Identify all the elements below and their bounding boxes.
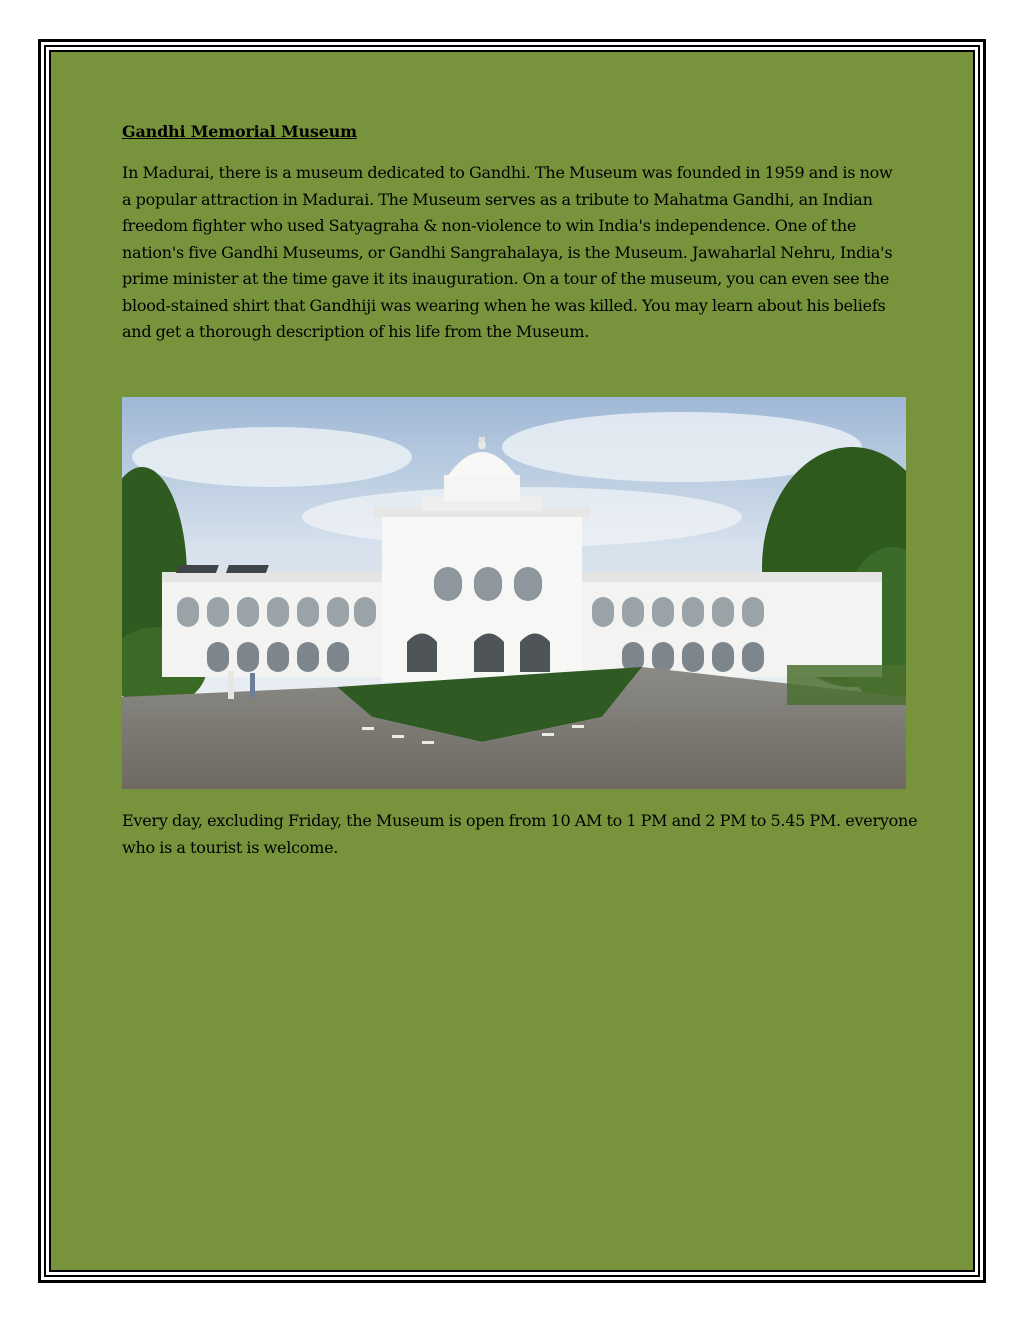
museum-photo-illustration [122, 397, 906, 789]
intro-paragraph: In Madurai, there is a museum dedicated to Gandhi. The Museum was founded in 1959 and is now a popular attraction in Madurai. The Museum serves as a tribute to Mahatma Gandhi, an Indian freedom fighter who used Satyagraha & non-violence to win India's independence. One of the nation's five Gandhi Museums, or Gandhi Sangrahalaya, is the Museum. Jawaharlal Nehru, India's prime minister at the time gave it its inauguration. On a tour of the museum, you can even see the blood-stained shirt that Gandhiji was wearing when he was killed. You may learn about his beliefs and get a thorough description of his life from the Museum. [122, 163, 893, 341]
museum-photo [122, 397, 906, 789]
timings-paragraph: Every day, excluding Friday, the Museum is open from 10 AM to 1 PM and 2 PM to 5.45 PM. everyone who is a tourist is welcome. [122, 811, 918, 857]
closing-text [122, 808, 922, 861]
article-title: Gandhi Memorial Museum [122, 122, 357, 141]
article-body [122, 120, 906, 346]
